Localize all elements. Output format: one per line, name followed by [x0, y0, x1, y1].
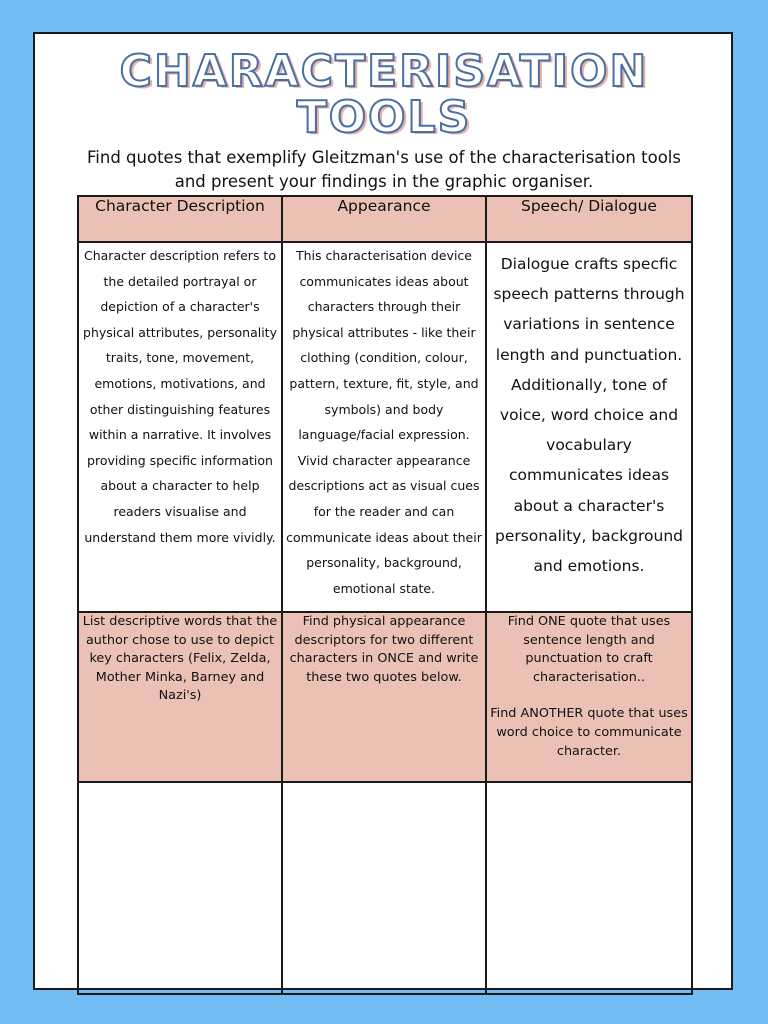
task-appearance: [282, 612, 486, 782]
task-character-description: [78, 612, 282, 782]
answer-cell-character-description[interactable]: [78, 782, 282, 994]
description-text: Dialogue crafts specfic speech patterns through variations in sentence length and punctuation. Additionally, tone of voice, word choice and vocabulary communicates ideas about a character's personality, background and emotions.: [493, 255, 685, 576]
answer-cell-appearance[interactable]: [282, 782, 486, 994]
header-speech-dialogue: Speech/ Dialogue: [486, 196, 692, 242]
description-row: [78, 242, 692, 612]
description-appearance: [282, 242, 486, 612]
task-text: Find physical appearance descriptors for two different characters in ONCE and write these two quotes below.: [289, 614, 479, 685]
header-row: [78, 196, 692, 242]
description-speech-dialogue: [486, 242, 692, 612]
page-title-line1: CHARACTERISATION: [119, 46, 649, 97]
graphic-organiser-table: [77, 195, 693, 995]
task-speech-dialogue: [486, 612, 692, 782]
task-text: List descriptive words that the author chose to use to depict key characters (Felix, Zelda, Mother Minka, Barney and Nazi's): [82, 614, 278, 704]
task-row: [78, 612, 692, 782]
task-text: Find ONE quote that uses sentence length and punctuation to craft characterisation..: [507, 614, 671, 685]
answer-row: [78, 782, 692, 994]
answer-cell-speech-dialogue[interactable]: [486, 782, 692, 994]
instructions: Find quotes that exemplify Gleitzman's use of the characterisation tools and present your findings in the graphic organiser.: [87, 148, 681, 191]
description-text: This characterisation device communicates ideas about characters through their physical attributes - like their clothing (condition, colour, pattern, texture, fit, style, and symbols) and body language/facial expression. Vivid character appearance descriptions act as visual cues for the reader and can communicate ideas about their personality, background, emotional state.: [286, 248, 482, 596]
description-character-description: [78, 242, 282, 612]
page-title-line2: TOOLS: [296, 92, 472, 143]
task-text: Find ANOTHER quote that uses word choice to communicate character.: [490, 706, 688, 759]
header-appearance: Appearance: [282, 196, 486, 242]
description-text: Character description refers to the detailed portrayal or depiction of a character's physical attributes, personality traits, tone, movement, emotions, motivations, and other distinguishing features within a narrative. It involves providing specific information about a character to help readers visualise and understand them more vividly.: [83, 248, 277, 545]
header-character-description: Character Description: [78, 196, 282, 242]
